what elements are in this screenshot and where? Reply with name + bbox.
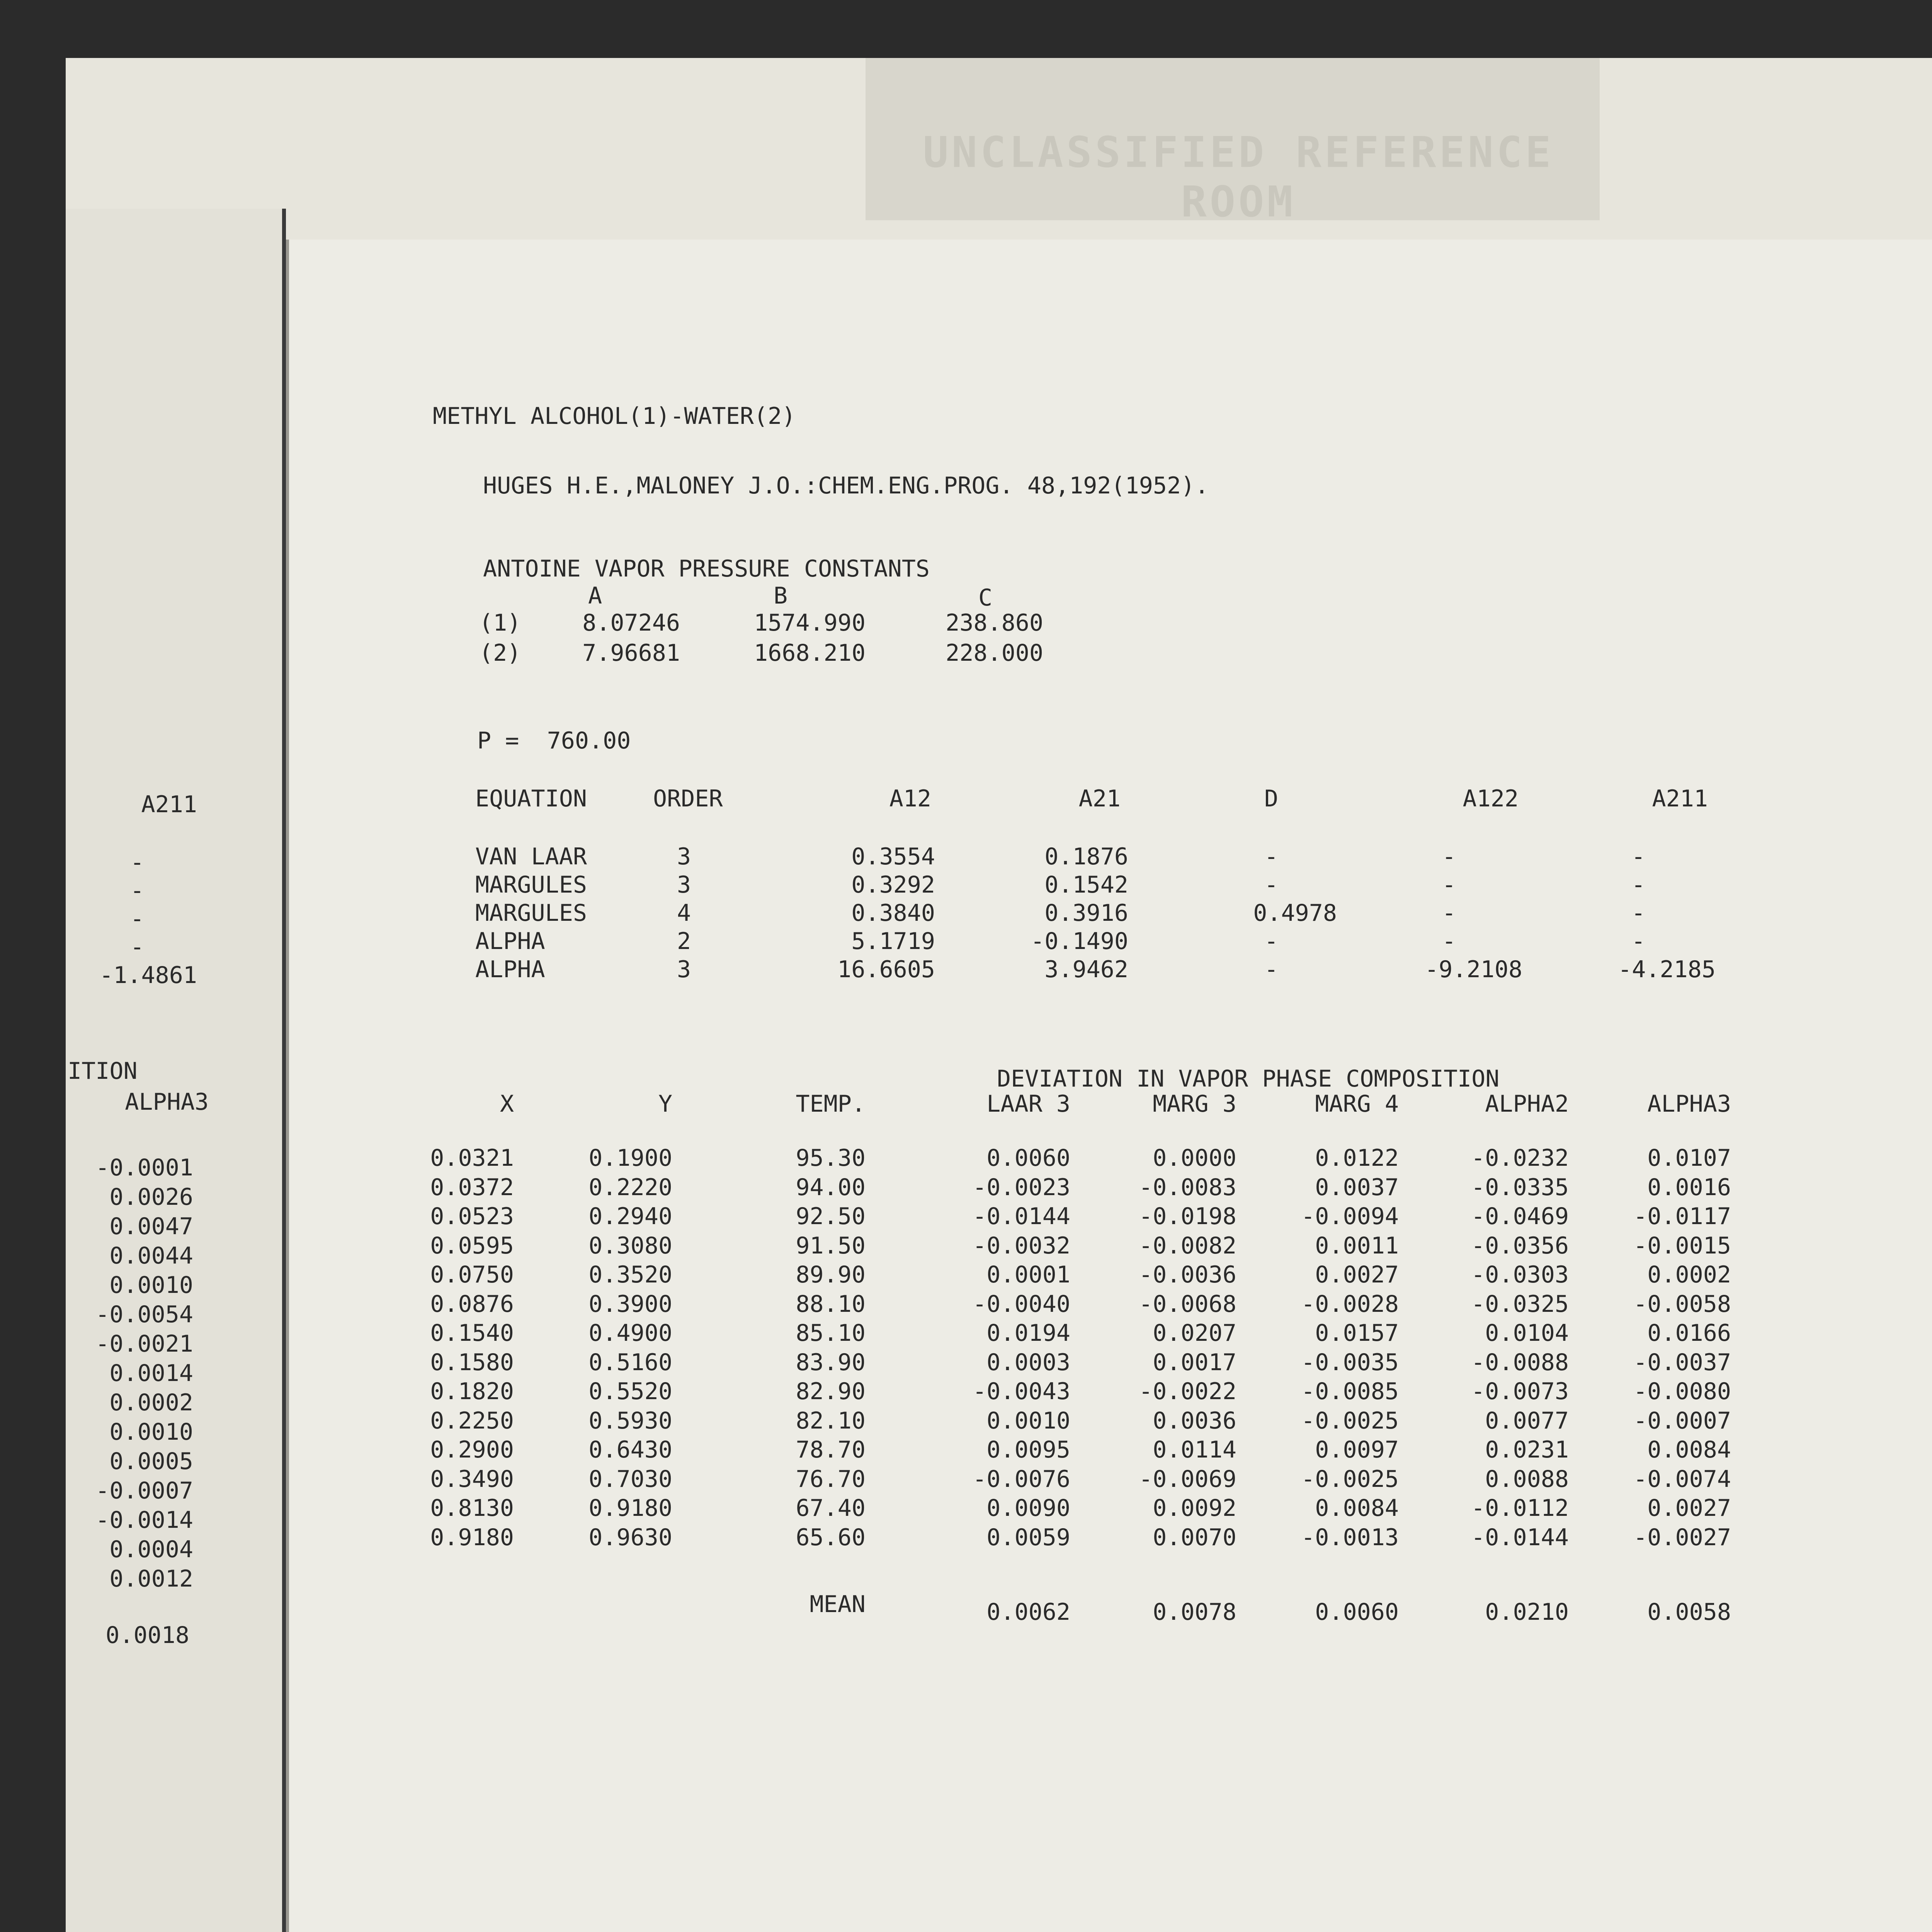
left-alpha3-value: -0.0014 — [95, 1507, 193, 1534]
eq-row-a211: - — [1631, 900, 1646, 927]
dev-cell: -0.0035 — [1301, 1349, 1399, 1376]
left-alpha3-value: 0.0026 — [109, 1184, 193, 1211]
dev-cell: -0.0469 — [1471, 1203, 1569, 1230]
dev-cell: -0.0058 — [1633, 1290, 1731, 1318]
dev-cell: 0.2900 — [430, 1436, 514, 1463]
eq-row-name: VAN LAAR — [475, 843, 587, 870]
dev-cell: -0.0043 — [973, 1378, 1070, 1405]
dev-cell: 0.0037 — [1315, 1173, 1399, 1201]
dev-cell: -0.0076 — [973, 1465, 1070, 1493]
dev-cell: 0.3900 — [588, 1290, 672, 1318]
dev-header-laar3: LAAR 3 — [986, 1090, 1070, 1117]
dev-cell: 76.70 — [796, 1465, 866, 1493]
dev-cell: 0.0595 — [430, 1232, 514, 1259]
reference-citation: HUGES H.E.,MALONEY J.O.:CHEM.ENG.PROG. 48,192(1952). — [483, 472, 1209, 499]
dev-cell: 0.3080 — [588, 1232, 672, 1259]
left-alpha3-value: 0.0012 — [109, 1565, 193, 1592]
eq-row-a21: 0.3916 — [1044, 900, 1128, 927]
dev-cell: 0.0060 — [986, 1145, 1070, 1172]
dev-cell: 0.1540 — [430, 1320, 514, 1347]
dev-cell: 92.50 — [796, 1203, 866, 1230]
dev-cell: -0.0025 — [1301, 1465, 1399, 1493]
dev-cell: -0.0356 — [1471, 1232, 1569, 1259]
dev-mean-value: 0.0058 — [1647, 1599, 1731, 1626]
dev-cell: 0.2220 — [588, 1173, 672, 1201]
dev-cell: 0.0077 — [1485, 1407, 1569, 1434]
dev-cell: 0.0122 — [1315, 1145, 1399, 1172]
eq-row-a12: 0.3292 — [851, 871, 935, 898]
dev-cell: 0.0010 — [986, 1407, 1070, 1434]
antoine-value-a: 7.96681 — [582, 639, 680, 667]
eq-row-a211: - — [1631, 871, 1646, 898]
antoine-value-c: 228.000 — [946, 639, 1043, 667]
dev-mean-value: 0.0078 — [1153, 1599, 1236, 1626]
dev-cell: 65.60 — [796, 1524, 866, 1551]
dev-cell: 0.5160 — [588, 1349, 672, 1376]
dev-cell: -0.0094 — [1301, 1203, 1399, 1230]
dev-header-marg3: MARG 3 — [1153, 1090, 1236, 1117]
eq-row-order: 2 — [677, 928, 691, 955]
eq-row-a211: - — [1631, 843, 1646, 870]
dev-cell: 82.10 — [796, 1407, 866, 1434]
dev-cell: 0.0084 — [1315, 1495, 1399, 1522]
left-a211-value: - — [130, 934, 145, 961]
dev-cell: 0.0157 — [1315, 1320, 1399, 1347]
eq-header-a12: A12 — [889, 785, 931, 812]
dev-cell: 0.0231 — [1485, 1436, 1569, 1463]
eq-row-a122: - — [1442, 871, 1456, 898]
dev-cell: -0.0325 — [1471, 1290, 1569, 1318]
dev-header-alpha2: ALPHA2 — [1485, 1090, 1569, 1117]
dev-cell: 94.00 — [796, 1173, 866, 1201]
dev-cell: 0.9180 — [588, 1495, 672, 1522]
dev-cell: -0.0032 — [973, 1232, 1070, 1259]
dev-cell: 0.0194 — [986, 1320, 1070, 1347]
dev-cell: 0.4900 — [588, 1320, 672, 1347]
left-alpha3-value: 0.0002 — [109, 1389, 193, 1416]
dev-cell: 0.6430 — [588, 1436, 672, 1463]
left-alpha3-header: ALPHA3 — [125, 1088, 209, 1116]
dev-cell: -0.0112 — [1471, 1495, 1569, 1522]
eq-row-a12: 5.1719 — [851, 928, 935, 955]
dev-cell: 89.90 — [796, 1261, 866, 1288]
eq-row-a21: 0.1876 — [1044, 843, 1128, 870]
eq-row-d: - — [1264, 843, 1279, 870]
dev-cell: -0.0303 — [1471, 1261, 1569, 1288]
dev-cell: -0.0144 — [1471, 1524, 1569, 1551]
dev-cell: 91.50 — [796, 1232, 866, 1259]
eq-row-d: - — [1264, 871, 1279, 898]
left-a211-header: A211 — [141, 791, 197, 818]
dev-cell: 0.5520 — [588, 1378, 672, 1405]
eq-row-name: MARGULES — [475, 871, 587, 898]
eq-row-a21: -0.1490 — [1031, 928, 1128, 955]
dev-cell: 0.2250 — [430, 1407, 514, 1434]
dev-cell: 0.0114 — [1153, 1436, 1236, 1463]
dev-cell: 0.0321 — [430, 1145, 514, 1172]
eq-header-a122: A122 — [1463, 785, 1519, 812]
dev-cell: 0.0097 — [1315, 1436, 1399, 1463]
dev-cell: 95.30 — [796, 1145, 866, 1172]
eq-row-a122: - — [1442, 900, 1456, 927]
eq-row-order: 3 — [677, 843, 691, 870]
dev-cell: 0.0036 — [1153, 1407, 1236, 1434]
dev-header-x: X — [500, 1090, 514, 1117]
antoine-col-c: C — [978, 584, 993, 611]
antoine-value-b: 1668.210 — [754, 639, 866, 667]
left-a211-value: - — [130, 877, 145, 904]
left-alpha3-value: -0.0007 — [95, 1477, 193, 1504]
eq-row-order: 4 — [677, 900, 691, 927]
dev-cell: 0.0095 — [986, 1436, 1070, 1463]
dev-cell: 0.0000 — [1153, 1145, 1236, 1172]
dev-mean-value: 0.0210 — [1485, 1599, 1569, 1626]
antoine-value-b: 1574.990 — [754, 609, 866, 636]
left-alpha3-value: 0.0044 — [109, 1242, 193, 1269]
left-a211-value: - — [130, 905, 145, 932]
dev-cell: -0.0069 — [1139, 1465, 1236, 1493]
dev-cell: -0.0023 — [973, 1173, 1070, 1201]
dev-cell: 0.0070 — [1153, 1524, 1236, 1551]
deviation-heading: DEVIATION IN VAPOR PHASE COMPOSITION — [997, 1065, 1500, 1092]
dev-cell: 88.10 — [796, 1290, 866, 1318]
dev-header-alpha3: ALPHA3 — [1647, 1090, 1731, 1117]
dev-cell: 0.3520 — [588, 1261, 672, 1288]
eq-row-name: ALPHA — [475, 956, 545, 983]
dev-cell: 0.1900 — [588, 1145, 672, 1172]
dev-cell: 0.0027 — [1315, 1261, 1399, 1288]
antoine-heading: ANTOINE VAPOR PRESSURE CONSTANTS — [483, 555, 930, 582]
dev-cell: 0.1820 — [430, 1378, 514, 1405]
dev-cell: 0.0104 — [1485, 1320, 1569, 1347]
eq-header-equation: EQUATION — [475, 785, 587, 812]
dev-cell: 0.0092 — [1153, 1495, 1236, 1522]
eq-header-order: ORDER — [653, 785, 723, 812]
dev-cell: 0.2940 — [588, 1203, 672, 1230]
dev-cell: -0.0068 — [1139, 1290, 1236, 1318]
left-alpha3-value: 0.0005 — [109, 1448, 193, 1475]
dev-cell: 0.0523 — [430, 1203, 514, 1230]
antoine-row-id: (1) — [479, 609, 521, 636]
pressure: P = 760.00 — [477, 727, 631, 754]
dev-cell: -0.0335 — [1471, 1173, 1569, 1201]
dev-cell: -0.0088 — [1471, 1349, 1569, 1376]
eq-row-a211: -4.2185 — [1618, 956, 1716, 983]
dev-cell: -0.0085 — [1301, 1378, 1399, 1405]
dev-cell: 0.0166 — [1647, 1320, 1731, 1347]
dev-cell: 0.0003 — [986, 1349, 1070, 1376]
eq-row-a12: 0.3840 — [851, 900, 935, 927]
eq-row-name: MARGULES — [475, 900, 587, 927]
dev-cell: 0.0107 — [1647, 1145, 1731, 1172]
dev-cell: 0.0750 — [430, 1261, 514, 1288]
left-alpha3-value: 0.0004 — [109, 1536, 193, 1563]
left-alpha3-value: 0.0047 — [109, 1213, 193, 1240]
antoine-value-c: 238.860 — [946, 609, 1043, 636]
dev-cell: -0.0036 — [1139, 1261, 1236, 1288]
dev-cell: 0.0084 — [1647, 1436, 1731, 1463]
dev-cell: 0.9180 — [430, 1524, 514, 1551]
eq-row-a21: 3.9462 — [1044, 956, 1128, 983]
dev-cell: 0.0016 — [1647, 1173, 1731, 1201]
eq-header-a21: A21 — [1078, 785, 1121, 812]
dev-cell: -0.0013 — [1301, 1524, 1399, 1551]
eq-header-a211: A211 — [1652, 785, 1708, 812]
dev-cell: -0.0232 — [1471, 1145, 1569, 1172]
dev-cell: -0.0080 — [1633, 1378, 1731, 1405]
left-heading-fragment: ITION — [68, 1058, 138, 1085]
eq-row-order: 3 — [677, 871, 691, 898]
left-a211-value: -1.4861 — [99, 962, 197, 989]
dev-mean-label: MEAN — [810, 1591, 866, 1618]
antoine-col-a: A — [588, 582, 602, 609]
dev-cell: -0.0198 — [1139, 1203, 1236, 1230]
reference-room-stamp: UNCLASSIFIED REFERENCE ROOM — [923, 128, 1554, 226]
eq-row-a12: 16.6605 — [837, 956, 935, 983]
left-mean-value: 0.0018 — [105, 1622, 189, 1649]
dev-cell: -0.0083 — [1139, 1173, 1236, 1201]
dev-cell: 0.0002 — [1647, 1261, 1731, 1288]
dev-mean-value: 0.0062 — [986, 1599, 1070, 1626]
dev-cell: -0.0007 — [1633, 1407, 1731, 1434]
eq-row-order: 3 — [677, 956, 691, 983]
dev-cell: 85.10 — [796, 1320, 866, 1347]
left-a211-value: - — [130, 849, 145, 876]
eq-row-a211: - — [1631, 928, 1646, 955]
antoine-col-b: B — [773, 582, 788, 609]
dev-cell: 82.90 — [796, 1378, 866, 1405]
dev-cell: 0.0017 — [1153, 1349, 1236, 1376]
dev-mean-value: 0.0060 — [1315, 1599, 1399, 1626]
page-title: METHYL ALCOHOL(1)-WATER(2) — [433, 403, 796, 430]
dev-cell: -0.0037 — [1633, 1349, 1731, 1376]
dev-cell: -0.0027 — [1633, 1524, 1731, 1551]
dev-cell: 0.5930 — [588, 1407, 672, 1434]
dev-cell: 67.40 — [796, 1495, 866, 1522]
eq-row-a122: - — [1442, 928, 1456, 955]
eq-row-d: - — [1264, 956, 1279, 983]
left-alpha3-value: 0.0010 — [109, 1272, 193, 1299]
eq-row-a12: 0.3554 — [851, 843, 935, 870]
dev-cell: 0.0876 — [430, 1290, 514, 1318]
dev-cell: -0.0040 — [973, 1290, 1070, 1318]
dev-header-temp: TEMP. — [796, 1090, 866, 1117]
dev-cell: 0.0088 — [1485, 1465, 1569, 1493]
eq-row-a21: 0.1542 — [1044, 871, 1128, 898]
eq-row-a122: -9.2108 — [1425, 956, 1522, 983]
dev-cell: -0.0028 — [1301, 1290, 1399, 1318]
dev-cell: 0.0207 — [1153, 1320, 1236, 1347]
dev-cell: -0.0025 — [1301, 1407, 1399, 1434]
dev-cell: 0.0011 — [1315, 1232, 1399, 1259]
dev-cell: 0.0372 — [430, 1173, 514, 1201]
dev-cell: -0.0117 — [1633, 1203, 1731, 1230]
left-alpha3-value: 0.0014 — [109, 1360, 193, 1387]
dev-cell: -0.0073 — [1471, 1378, 1569, 1405]
dev-header-marg4: MARG 4 — [1315, 1090, 1399, 1117]
left-alpha3-value: -0.0054 — [95, 1301, 193, 1328]
dev-header-y: Y — [658, 1090, 672, 1117]
antoine-row-id: (2) — [479, 639, 521, 667]
dev-cell: 0.0059 — [986, 1524, 1070, 1551]
eq-row-name: ALPHA — [475, 928, 545, 955]
eq-header-d: D — [1264, 785, 1279, 812]
dev-cell: 0.1580 — [430, 1349, 514, 1376]
left-alpha3-value: -0.0001 — [95, 1154, 193, 1181]
dev-cell: 0.0027 — [1647, 1495, 1731, 1522]
left-alpha3-value: 0.0010 — [109, 1418, 193, 1446]
dev-cell: 83.90 — [796, 1349, 866, 1376]
dev-cell: 0.7030 — [588, 1465, 672, 1493]
dev-cell: 0.0090 — [986, 1495, 1070, 1522]
dev-cell: 0.0001 — [986, 1261, 1070, 1288]
dev-cell: 78.70 — [796, 1436, 866, 1463]
dev-cell: -0.0074 — [1633, 1465, 1731, 1493]
eq-row-d: - — [1264, 928, 1279, 955]
dev-cell: 0.9630 — [588, 1524, 672, 1551]
antoine-value-a: 8.07246 — [582, 609, 680, 636]
dev-cell: -0.0082 — [1139, 1232, 1236, 1259]
dev-cell: -0.0015 — [1633, 1232, 1731, 1259]
eq-row-d: 0.4978 — [1253, 900, 1337, 927]
eq-row-a122: - — [1442, 843, 1456, 870]
dev-cell: -0.0022 — [1139, 1378, 1236, 1405]
dev-cell: 0.8130 — [430, 1495, 514, 1522]
dev-cell: 0.3490 — [430, 1465, 514, 1493]
dev-cell: -0.0144 — [973, 1203, 1070, 1230]
left-alpha3-value: -0.0021 — [95, 1330, 193, 1357]
